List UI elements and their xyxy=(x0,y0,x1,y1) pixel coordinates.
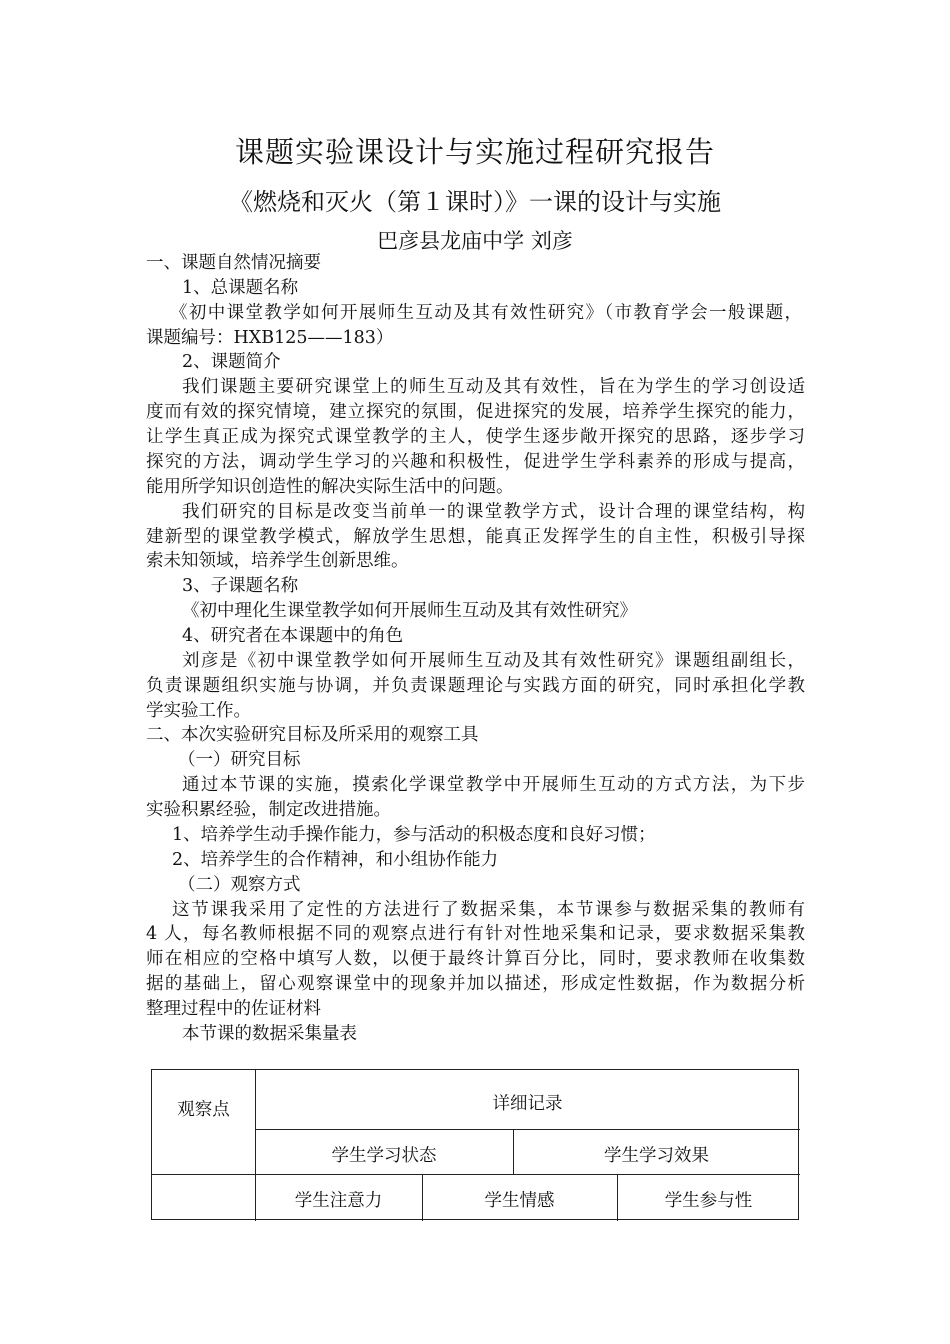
learning-state-header: 学生学习状态 xyxy=(331,1146,437,1166)
text-line: 《初中课堂教学如何开展师生互动及其有效性研究》（市教育学会一般课题， xyxy=(170,303,802,323)
subheading-3: 3、子课题名称 xyxy=(182,576,299,596)
emotion-column: 学生情感 xyxy=(484,1191,555,1211)
report-subtitle: 《燃烧和灭火（第１课时）》一课的设计与实施 xyxy=(229,188,721,216)
attention-column: 学生注意力 xyxy=(294,1191,383,1211)
text-line: 我们研究的目标是改变当前单一的课堂教学方式，设计合理的课堂结构，构 xyxy=(182,502,805,522)
text-line: 整理过程中的佐证材料 xyxy=(146,999,321,1019)
subheading-2: 2、课题简介 xyxy=(182,352,281,372)
text-line: 课题编号：HXB125——183） xyxy=(146,328,394,348)
observation-point-header: 观察点 xyxy=(177,1100,230,1120)
text-line: 这节课我采用了定性的方法进行了数据采集，本节课参与数据采集的教师有 xyxy=(172,900,805,920)
text-line: 师在相应的空格中填写人数，以便于最终计算百分比，同时，要求教师在收集数 xyxy=(146,949,805,969)
text-line: 度而有效的探究情境，建立探究的氛围，促进探究的发展，培养学生探究的能力， xyxy=(146,402,805,422)
data-collection-table xyxy=(151,1069,799,1220)
text-line: 我们课题主要研究课堂上的师生互动及其有效性，旨在为学生的学习创设适 xyxy=(182,377,805,397)
text-line: 通过本节课的实施，摸索化学课堂教学中开展师生互动的方式方法，为下步 xyxy=(182,775,805,795)
text-line: 建新型的课堂教学模式，解放学生思想，能真正发挥学生的自主性，积极引导探 xyxy=(146,527,805,547)
subheading-4: 4、研究者在本课题中的角色 xyxy=(182,626,404,646)
text-line: 4 人，每名教师根据不同的观察点进行有针对性地采集和记录，要求数据采集教 xyxy=(146,924,805,944)
table-rule xyxy=(152,1174,800,1175)
participation-column: 学生参与性 xyxy=(664,1191,753,1211)
text-line: 能用所学知识创造性的解决实际生活中的问题。 xyxy=(146,477,514,497)
table-caption: 本节课的数据采集量表 xyxy=(182,1024,357,1044)
subheading-method: （二）观察方式 xyxy=(178,875,301,895)
text-line: 1、培养学生动手操作能力，参与活动的积极态度和良好习惯； xyxy=(172,825,656,845)
detailed-record-header: 详细记录 xyxy=(492,1094,563,1114)
text-line: 学实验工作。 xyxy=(146,701,251,721)
subheading-1: 1、总课题名称 xyxy=(182,278,299,298)
report-title: 课题实验课设计与实施过程研究报告 xyxy=(234,135,715,169)
text-line: 《初中理化生课堂教学如何开展师生互动及其有效性研究》 xyxy=(182,601,637,621)
learning-effect-header: 学生学习效果 xyxy=(604,1146,709,1166)
text-line: 让学生真正成为探究式课堂教学的主人，使学生逐步敞开探究的思路，逐步学习 xyxy=(146,427,805,447)
text-line: 索未知领域，培养学生创新思维。 xyxy=(146,551,409,571)
text-line: 据的基础上，留心观察课堂中的现象并加以描述，形成定性数据，作为数据分析 xyxy=(146,974,805,994)
section-heading-2: 二、本次实验研究目标及所采用的观察工具 xyxy=(146,725,479,745)
text-line: 刘彦是《初中课堂教学如何开展师生互动及其有效性研究》课题组副组长， xyxy=(182,651,805,671)
text-line: 探究的方法，调动学生学习的兴趣和积极性，促进学生学科素养的形成与提高， xyxy=(146,452,805,472)
section-heading-1: 一、课题自然情况摘要 xyxy=(146,253,321,273)
author-line: 巴彦县龙庙中学 刘彦 xyxy=(377,229,573,253)
text-line: 实验积累经验，制定改进措施。 xyxy=(146,800,391,820)
subheading-goal: （一）研究目标 xyxy=(178,750,301,770)
table-rule xyxy=(255,1129,800,1130)
text-line: 2、培养学生的合作精神，和小组协作能力 xyxy=(172,850,499,870)
text-line: 负责课题组织实施与协调，并负责课题理论与实践方面的研究，同时承担化学教 xyxy=(146,676,805,696)
